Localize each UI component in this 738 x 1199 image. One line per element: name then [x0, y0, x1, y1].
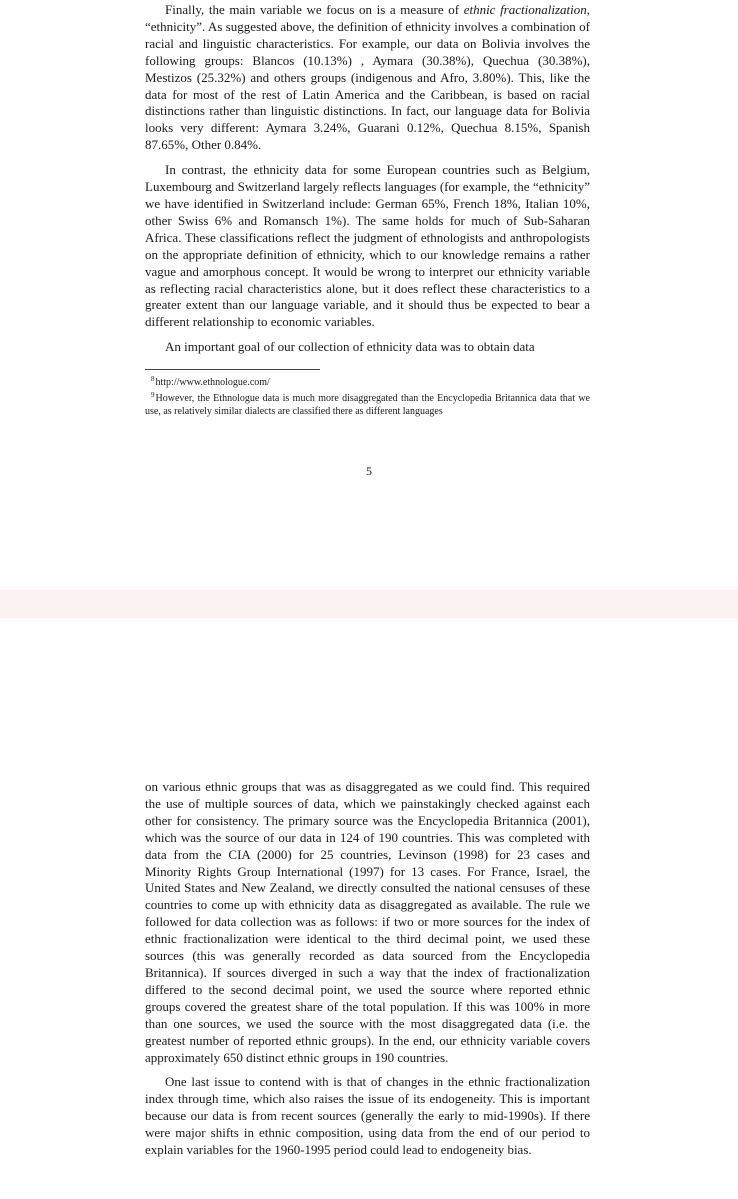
footnote-8: [145, 373, 590, 389]
page1-paragraph-1: [145, 2, 590, 154]
page2-paragraph-2: One last issue to contend with is that of changes in the ethnic fractionalization index through time, which also raises the issue of its endogeneity. This is important because our data is from recent sources (generally the early to mid-1990s). If there were major shifts in ethnic composition, using data from the end of our period to explain variables for the 1960-1995 period could lead to endogeneity bias.: [145, 1074, 590, 1158]
footnotes: [145, 370, 590, 418]
footnote-8-marker: 8: [151, 375, 155, 383]
page1-body-text: [145, 2, 590, 356]
footnote-9-marker: 9: [151, 391, 155, 399]
page2-paragraph-1: on various ethnic groups that was as disaggregated as we could find. This required the use of multiple sources of data, which we painstakingly checked against each other for consistency. The primary source was the Encyclopedia Britannica (2001), which was the source of our data in 124 of 190 countries. This was completed with data from the CIA (2000) for 25 countries, Levinson (1998) for 23 cases and Minority Rights Group International (1997) for 13 cases. For France, Israel, the United States and New Zealand, we directly consulted the national censuses of these countries to come up with ethnicity data as disaggregated as available. The rule we followed for data collection was as follows: if two or more sources for the index of ethnic fractionalization were identical to the third decimal point, we used these sources (this was generally recorded as data sourced from the Encyclopedia Britannica). If sources diverged in such a way that the index of fractionalization differed to the second decimal point, we used the source where reported ethnic groups covered the greatest share of the total population. If this was 100% in more than one sources, we used the source with the most disaggregated data (i.e. the greatest number of reported ethnic groups). In the end, our ethnicity variable covers approximately 650 distinct ethnic groups in 190 countries.: [145, 779, 590, 1065]
page-number: 5: [366, 464, 372, 478]
footnote-8-text: http://www.ethnologue.com/: [155, 377, 270, 388]
page-separator: [0, 590, 738, 618]
page1-paragraph-1-text-b: , “ethnicity”. As suggested above, the definition of ethnicity involves a combination of racial and linguistic characteristics. For example, our data on Bolivia involves the following groups: Blancos (10.13%) , Aymara (30.38%), Quechua (30.38%), Mestizos (25.32%) and others groups (indigenous and Afro, 3.80%). This, like the data for most of the rest of Latin America and the Caribbean, is based on racial distinctions rather than linguistic distinctions. In fact, our language data for Bolivia looks very different: Aymara 3.24%, Guarani 0.12%, Quechua 8.15%, Spanish 87.65%, Other 0.84%.: [145, 2, 590, 153]
page1-paragraph-3: An important goal of our collection of ethnicity data was to obtain data: [165, 339, 535, 355]
footnote-9: [145, 389, 590, 418]
page1-paragraph-1-emphasis: ethnic fractionalization: [463, 2, 587, 17]
footnote-rule: [145, 369, 320, 370]
document-page-2: [0, 618, 738, 1199]
page1-paragraph-1-text-a: Finally, the main variable we focus on is a measure of: [165, 2, 464, 17]
page1-paragraph-2: In contrast, the ethnicity data for some European countries such as Belgium, Luxembourg and Switzerland largely reflects languages (for example, the “ethnicity” we have identified in Switzerland include: German 65%, French 18%, Italian 10%, other Swiss 6% and Romansch 1%). The same holds for much of Sub-Saharan Africa. These classifications reflect the judgment of ethnologists and anthropologists on the appropriate definition of ethnicity, which to our knowledge remains a rather vague and amorphous concept. It would be wrong to interpret our ethnicity variable as reflecting racial characteristics alone, but it does reflect these characteristics to a greater extent than our language variable, and it should thus be expected to bear a different relationship to economic variables.: [145, 162, 590, 330]
page2-body-text: [145, 779, 590, 1159]
document-page-1: [0, 0, 738, 590]
footnote-9-text: However, the Ethnologue data is much more disaggregated than the Encyclopedia Britannica data that we use, as relatively similar dialects are classified there as different languages: [145, 393, 590, 417]
